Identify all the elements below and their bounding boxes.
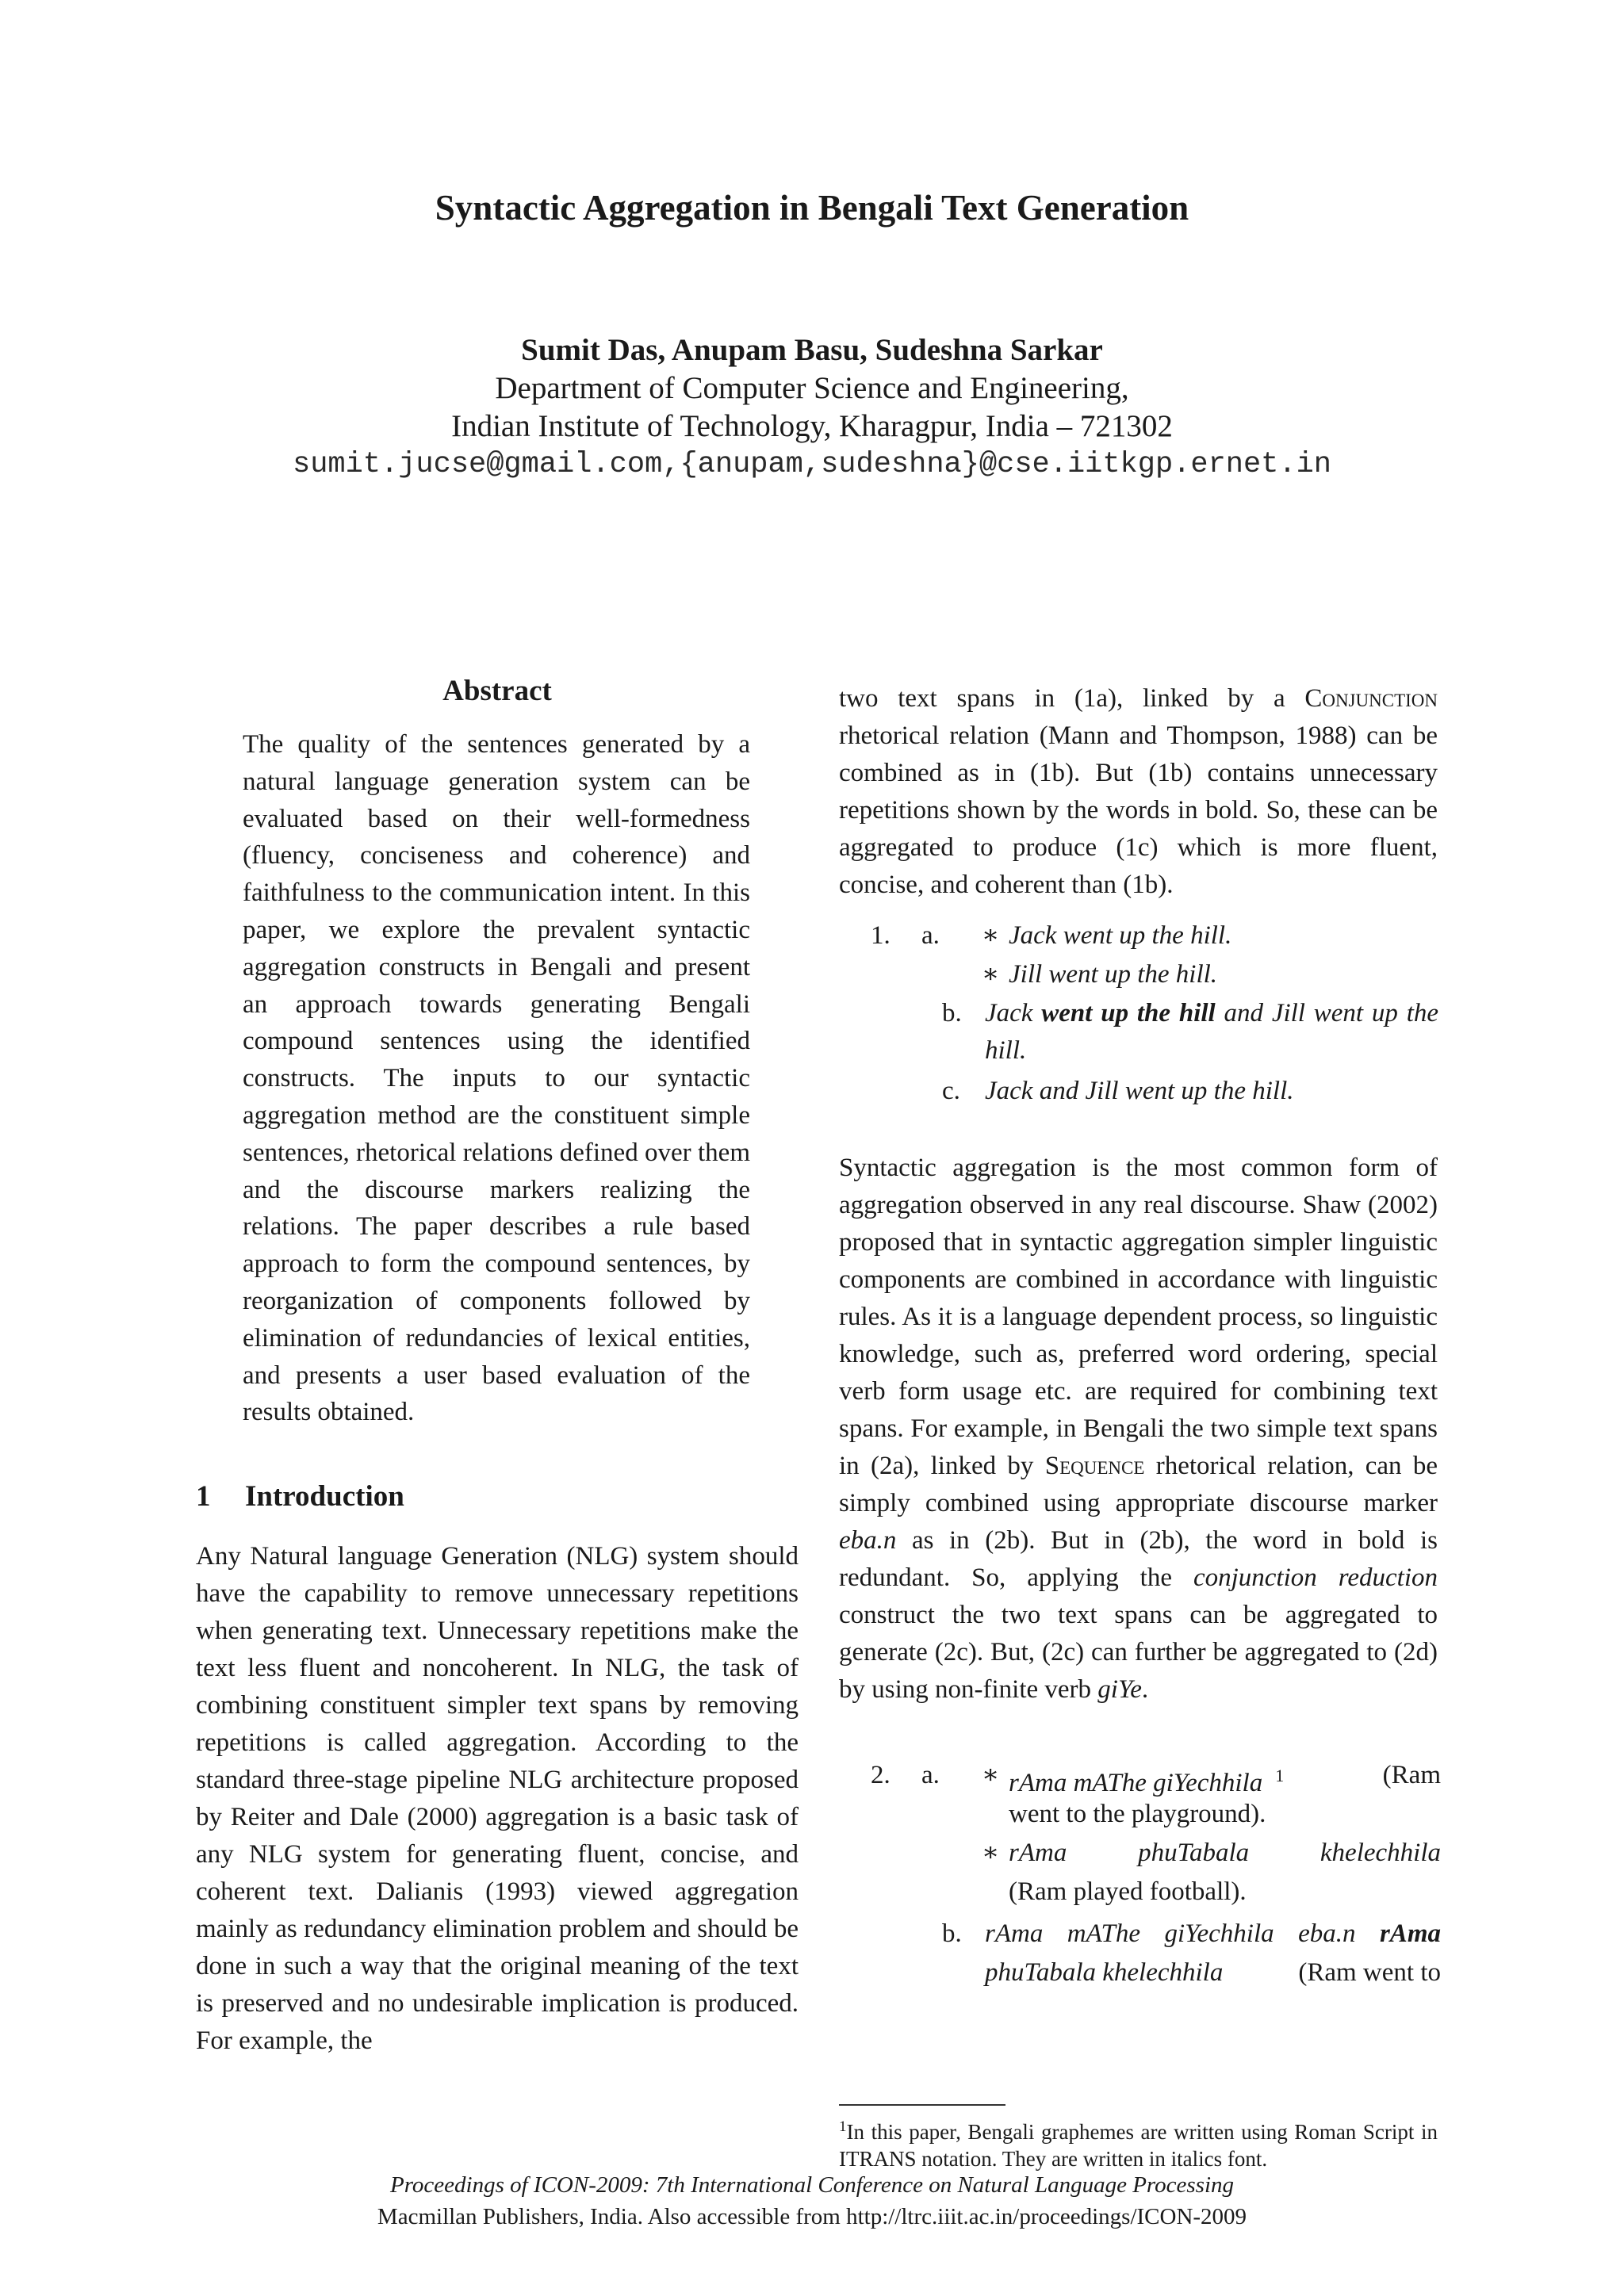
bengali-text: rAma mAThe giYechhila [1009,1769,1263,1797]
text-run: construct the two text spans can be aggregated to generate (2c). But, (2c) can further be aggregated to (2d) by using non-finite verb [839,1601,1438,1704]
italic-term: giYe [1097,1675,1142,1704]
relation-name: Sequence [1044,1452,1145,1480]
footnote-text: In this paper, Bengali graphemes are written using Roman Script in ITRANS notation. They are written in italics font. [839,2120,1438,2171]
example-sentence [985,1915,1441,1953]
text-run: Jack [985,999,1042,1027]
bullet-star: ∗ [982,1839,1000,1867]
footer-publisher: Macmillan Publishers, India. Also accessible from http://ltrc.iiit.ac.in/proceedings/ICON-2009 [377,2204,1247,2229]
italic-term: eba.n [839,1526,897,1555]
example-number: 2. [871,1761,891,1789]
bold-repetition: rAma [1379,1919,1441,1948]
section-title: Introduction [245,1480,404,1513]
footnote-divider [839,2104,1005,2106]
example-1 [871,917,1442,1123]
gloss: went to the playground). [1009,1800,1266,1828]
bullet-star: ∗ [982,960,1000,989]
text-run: rhetorical relation (Mann and Thompson, 1988) can be combined as in (1b). But (1b) contains unnecessary repetitions shown by the words in bold. So, these can be aggregated to produce (1c) which is more fluent, concise, and coherent than (1b). [839,721,1438,899]
footnote-mark: 1 [839,2118,847,2135]
bengali-text: rAma phuTabala khelechhila [1009,1839,1441,1867]
example-label: a. [921,921,940,950]
text-run: two text spans in (1a), linked by a [839,684,1305,713]
section-number: 1 [196,1480,211,1513]
gloss: (Ram went to [1298,1958,1441,1987]
gloss: (Ram played football). [1009,1877,1247,1906]
example-label: a. [921,1761,940,1789]
relation-name: Conjunction [1304,684,1438,713]
text-run: rAma mAThe giYechhila eba.n [985,1919,1380,1948]
italic-term: conjunction reduction [1193,1563,1438,1592]
example-sentence: Jack and Jill went up the hill. [985,1077,1294,1105]
example-sentence: Jill went up the hill. [1009,960,1218,989]
bold-repetition: went up the hill [1041,999,1216,1027]
text-run: and Jill went up the hill. [985,999,1439,1065]
author-emails: sumit.jucse@gmail.com,{anupam,sudeshna}@cse.iitkgp.ernet.in [292,448,1331,481]
right-paragraph-2 [839,1150,1438,1709]
paper-title: Syntactic Aggregation in Bengali Text Generation [435,188,1189,228]
example-number: 1. [871,921,891,950]
example-label: b. [942,999,962,1027]
footer-proceedings: Proceedings of ICON-2009: 7th International Conference on Natural Language Processing [389,2172,1235,2198]
example-2 [871,1757,1442,2090]
example-label: b. [942,1919,962,1948]
section-heading-introduction [196,1479,404,1513]
page-footer [0,2169,1624,2233]
gloss: (Ram [1382,1761,1441,1789]
abstract-text: The quality of the sentences generated by a natural language generation system can be evaluated based on their well-formedness (fluency, conciseness and coherence) and faithfulness to the communication intent. In this paper, we explore the prevalent syntactic aggregation constructs in Bengali and present an approach towards generating Bengali compound sentences using the identified constructs. The inputs to our syntactic aggregation method are the constituent simple sentences, rhetorical relations defined over them and the discourse markers realizing the relations. The paper describes a rule based approach to form the compound sentences, by reorganization of components followed by elimination of redundancies of lexical entities, and presents a user based evaluation of the results obtained. [243,730,750,1427]
text-run: Syntactic aggregation is the most common form of aggregation observed in any real discourse. Shaw (2002) proposed that in syntactic aggregation simpler linguistic components are combined in accordance with linguistic rules. As it is a language dependent process, so linguistic knowledge, such as, preferred word ordering, special verb form usage etc. are required for combining text spans. For example, in Bengali the two simple text spans in (2a), linked by [839,1154,1438,1480]
bengali-text: phuTabala khelechhila [985,1958,1224,1987]
example-sentence [985,995,1438,1070]
abstract-heading: Abstract [442,675,552,707]
bullet-star: ∗ [982,921,1000,950]
text-run: . [1141,1675,1149,1704]
author-names: Sumit Das, Anupam Basu, Sudeshna Sarkar [521,333,1103,367]
affiliation-line-2: Indian Institute of Technology, Kharagpur, India – 721302 [451,409,1173,443]
introduction-text: Any Natural language Generation (NLG) system should have the capability to remove unnecessary repetitions when generating text. Unnecessary repetitions make the text less fluent and noncoherent. In NLG, the task of combining constituent simpler text spans by removing repetitions is called aggregation. According to the standard three-stage pipeline NLG architecture proposed by Reiter and Dale (2000) aggregation is a basic task of any NLG system for generating fluent, concise, and coherent text. Dalianis (1993) viewed aggregation mainly as redundancy elimination problem and should be done in such a way that the original meaning of the text is preserved and no undesirable implication is produced. For example, the [196,1542,799,2055]
affiliation-line-1: Department of Computer Science and Engineering, [495,371,1129,405]
example-label: c. [942,1077,960,1105]
author-block [0,331,1624,484]
text-run: rhetorical relation, can be simply combined using appropriate discourse marker [839,1452,1438,1517]
footnote-mark: 1 [1275,1766,1285,1785]
text-run: as in (2b). But in (2b), the word in bold is redundant. So, applying the [839,1526,1438,1592]
example-sentence [985,1954,1441,1992]
right-paragraph-1 [839,680,1438,904]
example-sentence: Jack went up the hill. [1009,921,1232,950]
footnote [839,2114,1438,2172]
bullet-star: ∗ [982,1761,1000,1789]
